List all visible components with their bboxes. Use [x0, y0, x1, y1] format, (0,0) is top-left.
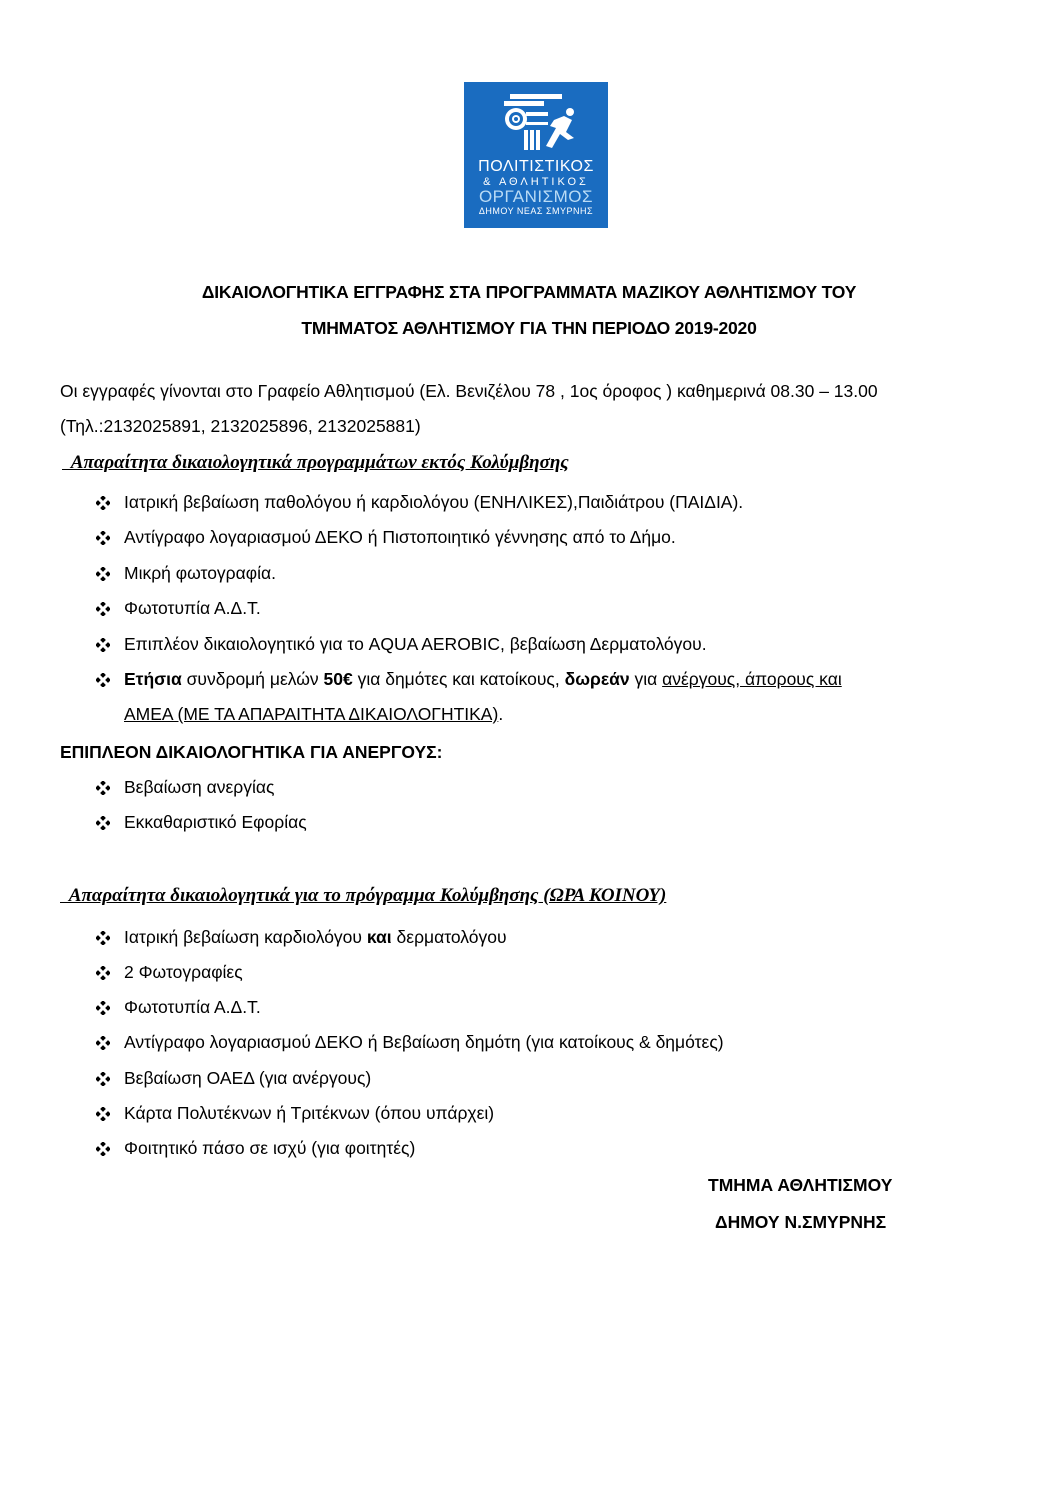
- fee-amount: 50€: [323, 669, 353, 689]
- intro-paragraph: Οι εγγραφές γίνονται στο Γραφείο Αθλητισμού (Ελ. Βενιζέλου 78 , 1ος όροφος ) καθημερινά 08.30 – 13.00 (Τηλ.:2132025891, 2132025896, 2132025881): [60, 381, 878, 436]
- fee-list-item-continuation: [124, 704, 503, 725]
- list-item-text: Ιατρική βεβαίωση παθολόγου ή καρδιολόγου (ΕΝΗΛΙΚΕΣ),Παιδιάτρου (ΠΑΙΔΙΑ).: [124, 492, 744, 512]
- fee-eligible-groups: ανέργους, άπορους και: [662, 669, 842, 689]
- list-item-text: Ιατρική βεβαίωση καρδιολόγου: [124, 927, 367, 947]
- signature-line-2: ΔΗΜΟΥ Ν.ΣΜΥΡΝΗΣ: [715, 1212, 887, 1232]
- section-heading-non-swimming: Απαραίτητα δικαιολογητικά προγραμμάτων εκτός Κολύμβησης: [62, 452, 569, 473]
- section-heading-swimming: Απαραίτητα δικαιολογητικά για το πρόγραμμα Κολύμβησης (ΩΡΑ ΚΟΙΝΟΥ): [60, 885, 667, 906]
- list-item-text: δερματολόγου: [391, 927, 507, 947]
- list-item: [96, 598, 261, 619]
- fee-text: για: [629, 669, 663, 689]
- fee-eligible-groups-continued: ΑΜΕΑ (ΜΕ ΤΑ ΑΠΑΡΑΙΤΗΤΑ ΔΙΚΑΙΟΛΟΓΗΤΙΚΑ): [124, 704, 499, 724]
- list-item-text: Μικρή φωτογραφία.: [124, 563, 276, 583]
- diamond-bullet-icon: [96, 496, 124, 510]
- diamond-bullet-icon: [96, 781, 124, 795]
- diamond-bullet-icon: [96, 966, 124, 980]
- list-item-text: Βεβαίωση ΟΑΕΔ (για ανέργους): [124, 1068, 372, 1088]
- diamond-bullet-icon: [96, 673, 124, 687]
- diamond-bullet-icon: [96, 1036, 124, 1050]
- diamond-bullet-icon: [96, 602, 124, 616]
- logo-line-2: & ΑΘΛΗΤΙΚΟΣ: [483, 176, 589, 188]
- list-item: [96, 997, 261, 1018]
- list-item: [96, 1138, 415, 1159]
- fee-end: .: [498, 704, 504, 724]
- diamond-bullet-icon: [96, 531, 124, 545]
- list-item-text: Φωτοτυπία Α.Δ.Τ.: [124, 598, 261, 618]
- fee-text: συνδρομή μελών: [181, 669, 324, 689]
- diamond-bullet-icon: [96, 1107, 124, 1121]
- list-item: [96, 962, 243, 983]
- list-item: [96, 492, 743, 513]
- logo-line-4: ΔΗΜΟΥ ΝΕΑΣ ΣΜΥΡΝΗΣ: [478, 206, 594, 216]
- list-item-text: Βεβαίωση ανεργίας: [124, 777, 275, 797]
- diamond-bullet-icon: [96, 1001, 124, 1015]
- fee-list-item: [96, 669, 842, 690]
- list-item-text: Εκκαθαριστικό Εφορίας: [124, 812, 307, 832]
- unemployed-heading: ΕΠΙΠΛΕΟΝ ΔΙΚΑΙΟΛΟΓΗΤΙΚΑ ΓΙΑ ΑΝΕΡΓΟΥΣ:: [60, 742, 443, 762]
- list-item: [96, 527, 676, 548]
- list-item: [96, 812, 307, 833]
- fee-annual: Ετήσια: [124, 669, 182, 689]
- fee-free: δωρεάν: [564, 669, 630, 689]
- document-title-line-1: ΔΙΚΑΙΟΛΟΓΗΤΙΚΑ ΕΓΓΡΑΦΗΣ ΣΤΑ ΠΡΟΓΡΑΜΜΑΤΑ ΜΑΖΙΚΟΥ ΑΘΛΗΤΙΣΜΟΥ ΤΟΥ: [201, 282, 857, 302]
- list-item-text: Φωτοτυπία Α.Δ.Τ.: [124, 997, 261, 1017]
- list-item: [96, 1032, 724, 1053]
- list-item: [96, 1103, 494, 1124]
- list-item: [96, 1068, 371, 1089]
- list-item: [96, 927, 507, 948]
- fee-text: για δημότες και κατοίκους,: [352, 669, 565, 689]
- list-item-text: 2 Φωτογραφίες: [124, 962, 243, 982]
- diamond-bullet-icon: [96, 1072, 124, 1086]
- list-item: [96, 634, 707, 655]
- list-item: [96, 777, 274, 798]
- list-item-text: Αντίγραφο λογαριασμού ΔΕΚΟ ή Βεβαίωση δημότη (για κατοίκους & δημότες): [124, 1032, 724, 1052]
- diamond-bullet-icon: [96, 638, 124, 652]
- list-item: [96, 563, 276, 584]
- signature-line-1: ΤΜΗΜΑ ΑΘΛΗΤΙΣΜΟΥ: [708, 1175, 893, 1195]
- diamond-bullet-icon: [96, 816, 124, 830]
- list-item-bold: και: [366, 927, 392, 947]
- logo-line-3: ΟΡΓΑΝΙΣΜΟΣ: [478, 187, 594, 206]
- column-runner-icon: [464, 82, 608, 162]
- document-title-line-2: ΤΜΗΜΑΤΟΣ ΑΘΛΗΤΙΣΜΟΥ ΓΙΑ ΤΗΝ ΠΕΡΙΟΔΟ 2019-2020: [301, 318, 757, 338]
- diamond-bullet-icon: [96, 931, 124, 945]
- logo-line-1: ΠΟΛΙΤΙΣΤΙΚΟΣ: [478, 158, 594, 175]
- organization-logo: [464, 82, 608, 228]
- list-item-text: Φοιτητικό πάσο σε ισχύ (για φοιτητές): [124, 1138, 416, 1158]
- list-item-text: Επιπλέον δικαιολογητικό για το AQUA AEROBIC, βεβαίωση Δερματολόγου.: [124, 634, 707, 654]
- list-item-text: Κάρτα Πολυτέκνων ή Τριτέκνων (όπου υπάρχει): [124, 1103, 495, 1123]
- diamond-bullet-icon: [96, 567, 124, 581]
- diamond-bullet-icon: [96, 1142, 124, 1156]
- list-item-text: Αντίγραφο λογαριασμού ΔΕΚΟ ή Πιστοποιητικό γέννησης από το Δήμο.: [124, 527, 676, 547]
